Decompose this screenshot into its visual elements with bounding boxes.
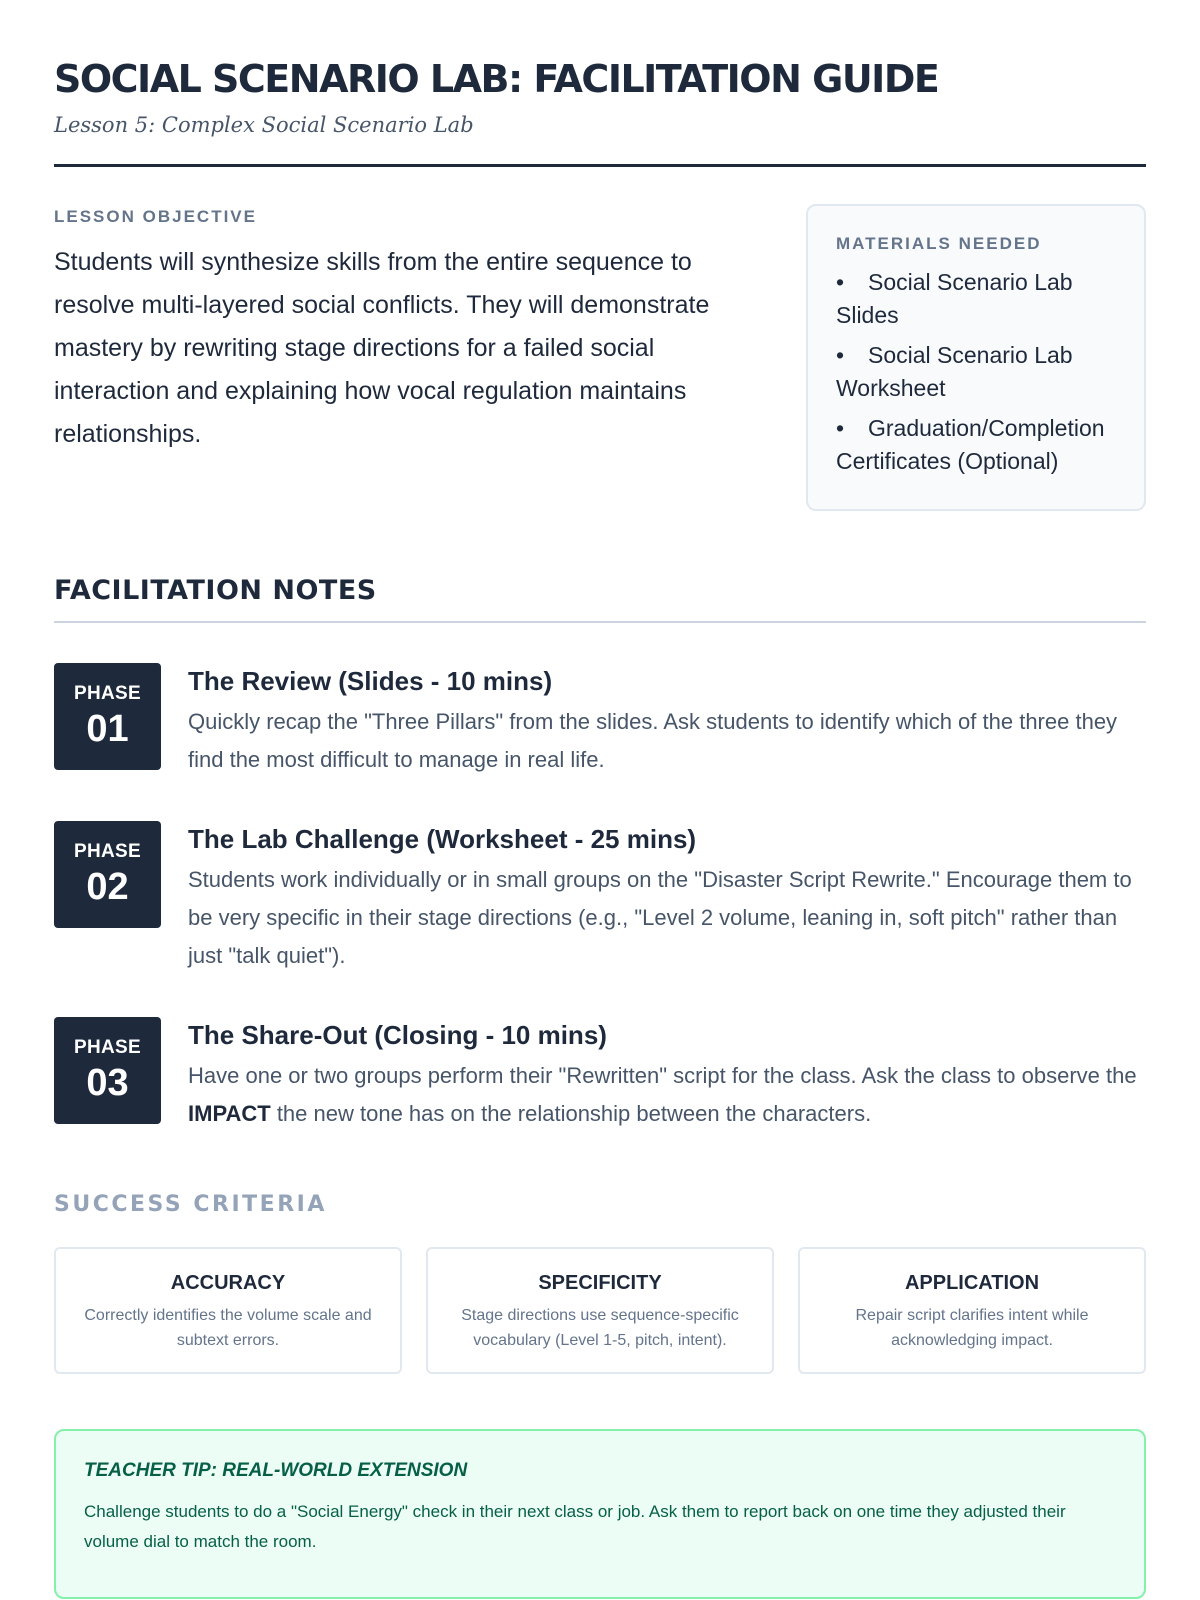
- phase-label: PHASE: [74, 682, 141, 704]
- phase-description: Quickly recap the "Three Pillars" from the slides. Ask students to identify which of the three they find the most difficult to manage in real life.: [188, 709, 1118, 772]
- bullet-icon: •: [836, 415, 845, 441]
- header-divider: [54, 164, 1146, 167]
- phase-title: The Review (Slides - 10 mins): [188, 666, 553, 696]
- facilitation-notes-heading: FACILITATION NOTES: [54, 575, 377, 606]
- phase-desc-part: the new tone has on the relationship between the characters.: [270, 1101, 872, 1126]
- material-text: Social Scenario Lab Worksheet: [836, 342, 1073, 401]
- bullet-icon: •: [836, 342, 845, 368]
- criteria-name: SPECIFICITY: [538, 1272, 662, 1294]
- phase-body: [188, 663, 1146, 779]
- phase-badge: [54, 663, 161, 770]
- criteria-description: Repair script clarifies intent while acknowledging impact.: [855, 1307, 1089, 1349]
- phase-03: [54, 1017, 1146, 1133]
- phase-description: Students work individually or in small groups on the "Disaster Script Rewrite." Encourage them to be very specific in their stage directions (e.g., "Level 2 volume, leaning in, soft pitch" rather than just "talk quiet").: [188, 867, 1132, 968]
- tip-text: Challenge students to do a "Social Energy" check in their next class or job. Ask them to report back on one time they adjusted their volume dial to match the room.: [84, 1502, 1066, 1551]
- list-item: [836, 412, 1118, 478]
- criteria-description: Stage directions use sequence-specific vocabulary (Level 1-5, pitch, intent).: [461, 1307, 739, 1349]
- phase-02: [54, 821, 1146, 975]
- criteria-description: Correctly identifies the volume scale and subtext errors.: [84, 1307, 372, 1349]
- phase-badge: [54, 821, 161, 928]
- success-criteria-heading: SUCCESS CRITERIA: [54, 1192, 327, 1217]
- lesson-subtitle: Lesson 5: Complex Social Scenario Lab: [54, 113, 474, 137]
- phase-badge: [54, 1017, 161, 1124]
- phase-label: PHASE: [74, 1036, 141, 1058]
- phase-body: [188, 1017, 1146, 1133]
- bullet-icon: •: [836, 269, 845, 295]
- impact-emphasis: IMPACT: [188, 1101, 271, 1126]
- phase-title: The Share-Out (Closing - 10 mins): [188, 1020, 607, 1050]
- list-item: [836, 266, 1118, 332]
- criteria-name: ACCURACY: [170, 1272, 286, 1294]
- page-title: SOCIAL SCENARIO LAB: FACILITATION GUIDE: [54, 57, 939, 101]
- phase-desc-part: Have one or two groups perform their "Rewritten" script for the class. Ask the class to observe the: [188, 1063, 1137, 1088]
- phase-label: PHASE: [74, 840, 141, 862]
- phase-description: [188, 1057, 1146, 1133]
- tip-title: TEACHER TIP: REAL-WORLD EXTENSION: [84, 1460, 468, 1481]
- phase-number: 01: [86, 707, 129, 750]
- objective-label: LESSON OBJECTIVE: [54, 207, 257, 226]
- criteria-card-application: [798, 1247, 1146, 1374]
- criteria-cards: [54, 1247, 1146, 1374]
- criteria-card-accuracy: [54, 1247, 402, 1374]
- section-divider: [54, 621, 1146, 623]
- criteria-card-specificity: [426, 1247, 774, 1374]
- list-item: [836, 339, 1118, 405]
- phase-title: The Lab Challenge (Worksheet - 25 mins): [188, 824, 697, 854]
- objective-text: Students will synthesize skills from the entire sequence to resolve multi-layered social conflicts. They will demonstrate mastery by rewriting stage directions for a failed social interaction and explaining how vocal regulation maintains relationships.: [54, 248, 710, 448]
- phase-number: 02: [86, 865, 129, 908]
- phase-01: [54, 663, 1146, 779]
- materials-list: [836, 266, 1118, 478]
- lesson-objective: [54, 207, 774, 511]
- materials-label: MATERIALS NEEDED: [836, 234, 1042, 253]
- teacher-tip-box: [54, 1429, 1146, 1599]
- materials-box: [806, 204, 1146, 511]
- phase-body: [188, 821, 1146, 975]
- material-text: Graduation/Completion Certificates (Optional): [836, 415, 1105, 474]
- phase-number: 03: [86, 1061, 129, 1104]
- criteria-name: APPLICATION: [904, 1272, 1040, 1294]
- material-text: Social Scenario Lab Slides: [836, 269, 1073, 328]
- objective-row: [54, 207, 1146, 511]
